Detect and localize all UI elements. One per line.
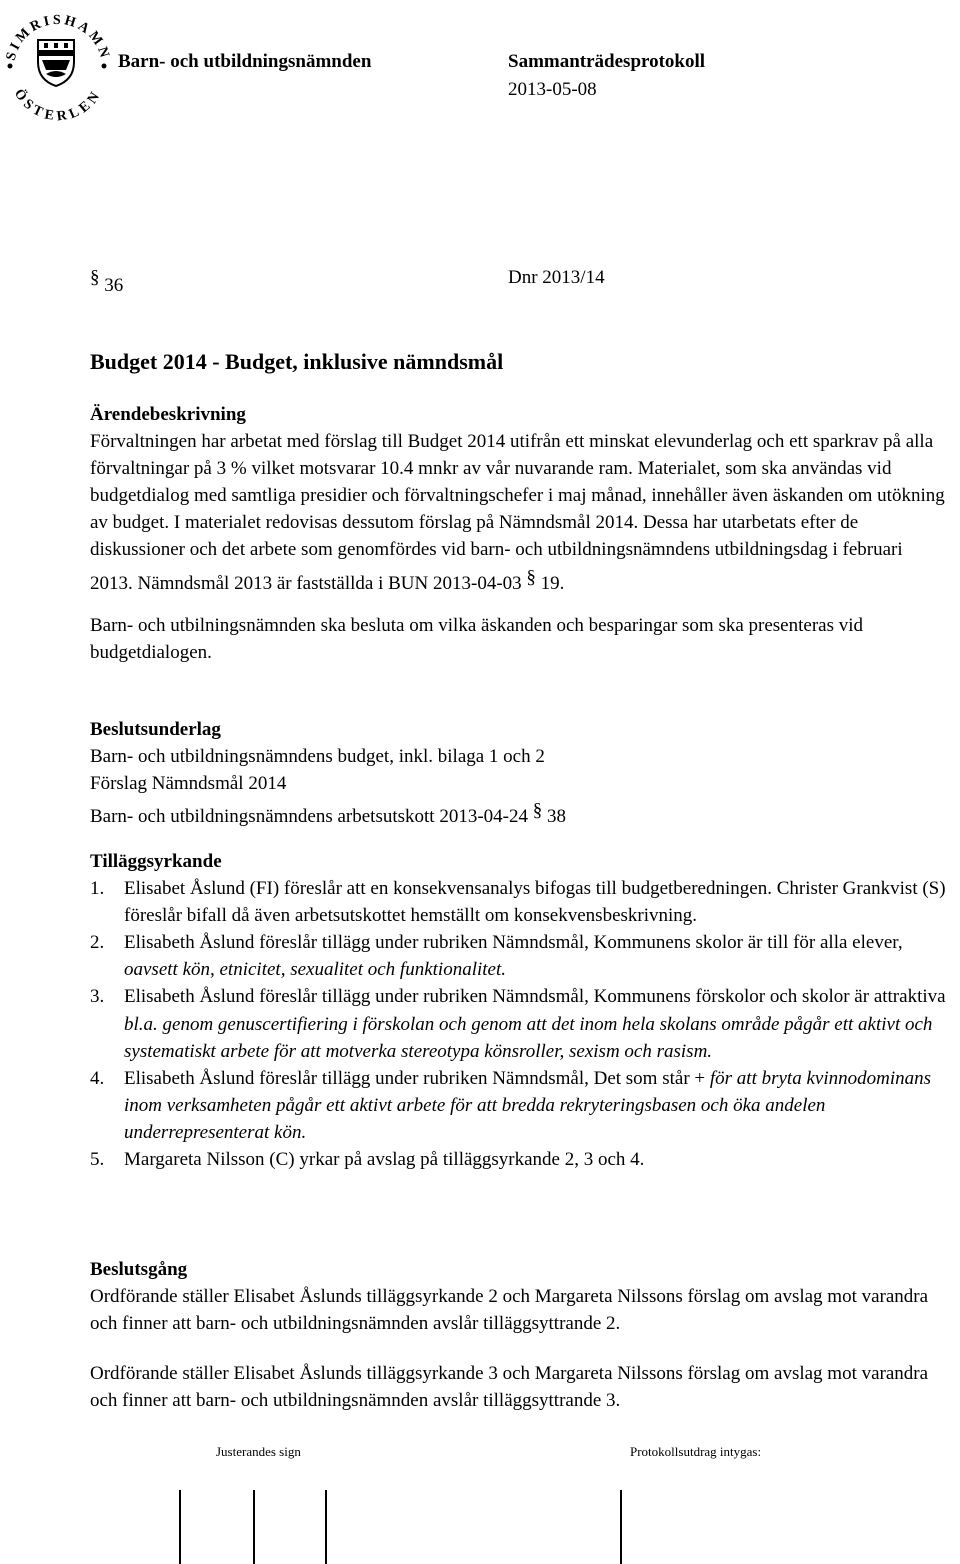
meeting-date: 2013-05-08: [508, 79, 597, 100]
decision-basis-item: Förslag Nämndsmål 2014: [90, 773, 287, 795]
justerandes-sign-label: Justerandes sign: [216, 1444, 301, 1459]
decision-basis-heading: Beslutsunderlag: [90, 719, 221, 740]
signature-box-line: [620, 1490, 622, 1564]
motion-item: 1. Elisabet Åslund (FI) föreslår att en konsekvensanalys bifogas till budgetberedningen. Christer Grankvist (S) föreslår bifall då även arbetsutskottet hemställt om konsekvensbeskrivning.: [90, 878, 946, 927]
diary-number: Dnr 2013/14: [508, 267, 605, 288]
motion-item: 2. Elisabeth Åslund föreslår tillägg under rubriken Nämndsmål, Kommunens skolor är till för alla elever, oavsett kön, etnicitet, sexualitet och funktionalitet.: [90, 932, 903, 981]
motion-item: 4. Elisabeth Åslund föreslår tillägg under rubriken Nämndsmål, Det som står + för att bryta kvinnodominans inom verksamheten pågår ett aktivt arbete för att bredda rekryteringsbasen och öka andelen underrepresenterat kön.: [90, 1067, 932, 1143]
additional-motions: [90, 848, 950, 1173]
decision-procedure: [90, 1256, 950, 1414]
additional-motions-heading: Tilläggsyrkande: [90, 851, 222, 872]
decision-basis: [90, 716, 950, 830]
decision-procedure-paragraph: Ordförande ställer Elisabet Åslunds tilläggsyrkande 2 och Margareta Nilssons förslag om avslag mot varandra och finner att barn- och utbildningsnämnden avslår tilläggsyttrande 2.: [90, 1286, 929, 1335]
paragraph-number: [90, 267, 123, 297]
coat-of-arms-shield: [38, 40, 74, 86]
motion-item: 5. Margareta Nilsson (C) yrkar på avslag på tilläggsyrkande 2, 3 och 4.: [90, 1149, 645, 1171]
simrishamn-osterlen-logo: [0, 0, 112, 124]
case-description-heading: Ärendebeskrivning: [90, 404, 246, 425]
decision-basis-item: Barn- och utbildningsnämndens arbetsutskott 2013-04-24 § 38: [90, 800, 566, 828]
signature-box-line: [325, 1490, 327, 1564]
section-symbol: §: [526, 566, 536, 588]
section-number: 36: [104, 275, 124, 296]
committee-name: Barn- och utbildningsnämnden: [118, 51, 372, 72]
svg-text:ÖSTERLEN: ÖSTERLEN: [10, 86, 106, 124]
motion-item: 3. Elisabeth Åslund föreslår tillägg under rubriken Nämndsmål, Kommunens förskolor och skolor är attraktiva bl.a. genom genuscertifiering i förskolan och genom att det inom hela skolans område pågår ett aktivt och systematiskt arbete för att motverka stereotypa könsroller, sexism och rasism.: [90, 986, 946, 1062]
case-description: [90, 401, 950, 666]
signature-box-line: [179, 1490, 181, 1564]
signature-box-line: [253, 1490, 255, 1564]
page-title: Budget 2014 - Budget, inklusive nämndsmål: [90, 349, 504, 374]
section-symbol: §: [532, 800, 543, 822]
decision-procedure-paragraph: Ordförande ställer Elisabet Åslunds tilläggsyrkande 3 och Margareta Nilssons förslag om avslag mot varandra och finner att barn- och utbildningsnämnden avslår tilläggsyttrande 3.: [90, 1363, 929, 1412]
section-symbol: §: [90, 267, 100, 288]
document-type: Sammanträdesprotokoll: [508, 51, 706, 72]
svg-text:SIMRISHAMN: SIMRISHAMN: [3, 12, 112, 63]
decision-paragraph: Barn- och utbilningsnämnden ska besluta om vilka äskanden och besparingar som ska presenteras vid budgetdialogen.: [90, 614, 863, 663]
decision-basis-item: Barn- och utbildningsnämndens budget, inkl. bilaga 1 och 2: [90, 746, 545, 768]
decision-procedure-heading: Beslutsgång: [90, 1259, 188, 1280]
protokollsutdrag-label: Protokollsutdrag intygas:: [630, 1444, 762, 1459]
case-description-paragraph: Förvaltningen har arbetat med förslag till Budget 2014 utifrån ett minskat elevunderlag och ett sparkrav på alla förvaltningar på 3 % vilket motsvarar 10.4 mnkr av vår nuvarande ram. Materialet, som ska användas vid budgetdialog med samtliga presidier och förvaltningschefer i maj månad, innehåller även äskanden om utökning av budget. I materialet redovisas dessutom förslag på Nämndsmål 2014. Dessa har utarbetats efter de diskussioner och det arbete som genomfördes vid barn- och utbildningsnämndens utbildningsdag i februari 2013. Nämndsmål 2013 är fastställda i BUN 2013-04-03 § 19.: [90, 431, 945, 594]
